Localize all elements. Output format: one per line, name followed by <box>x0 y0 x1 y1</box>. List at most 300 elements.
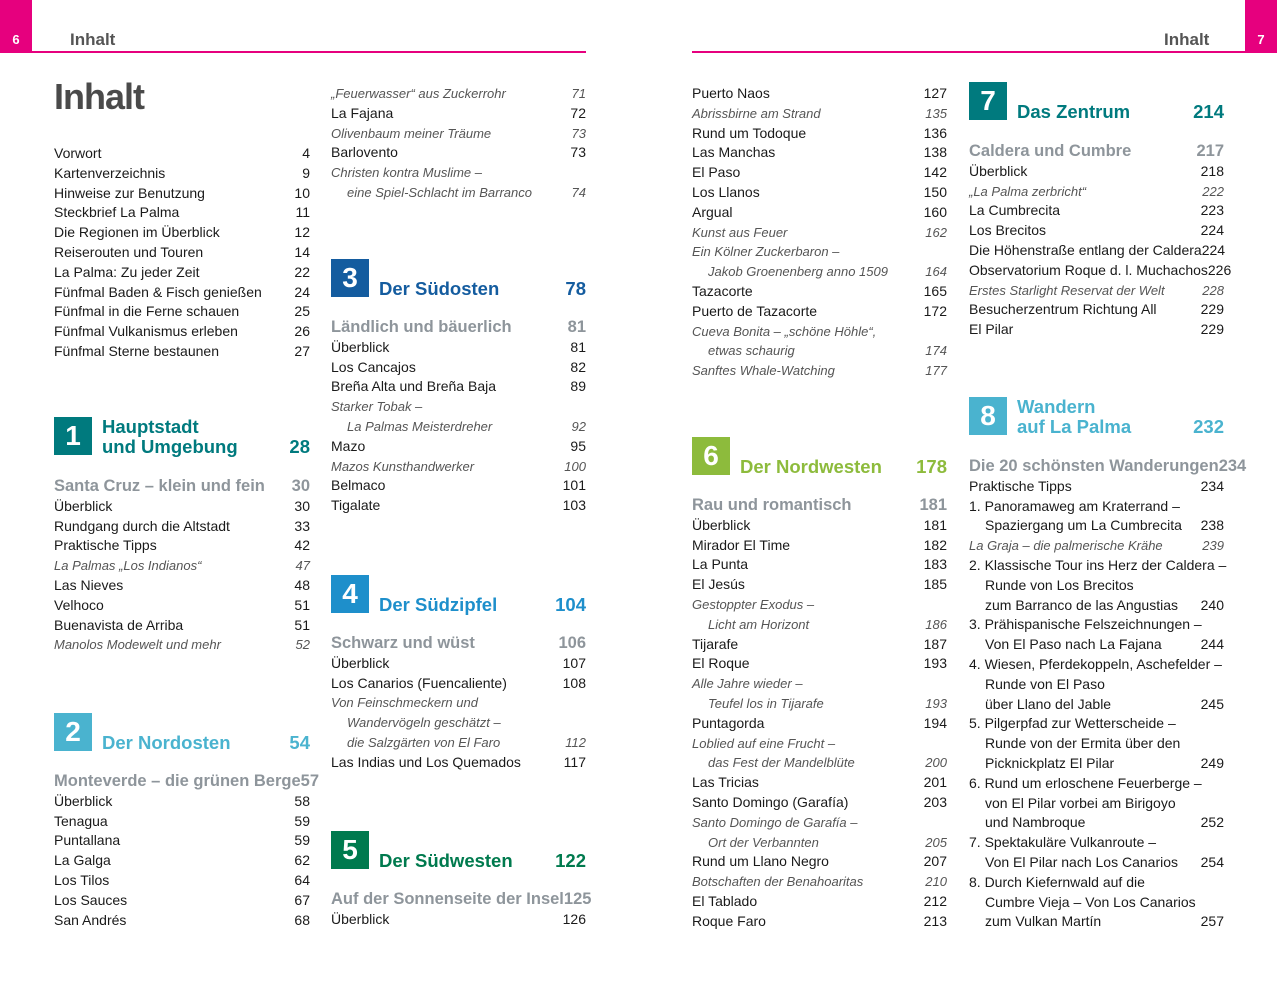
chapter-heading <box>331 831 586 871</box>
toc-entry <box>969 576 1224 596</box>
toc-entry <box>692 615 947 635</box>
toc-entry-title: die Salzgärten von El Faro <box>347 735 501 750</box>
toc-entry-page: 183 <box>923 556 947 573</box>
toc-entry-page: 11 <box>295 204 310 221</box>
toc-entry <box>969 300 1224 320</box>
toc-entry-page: 103 <box>562 497 586 514</box>
toc-entry-title: La Palma: Zu jeder Zeit <box>54 263 200 280</box>
toc-entry <box>692 872 947 892</box>
toc-entry-page: 59 <box>294 832 310 849</box>
toc-entry-page: 212 <box>923 893 947 909</box>
toc-entry-page: 62 <box>294 852 310 869</box>
right-running-head: Inhalt <box>1164 30 1210 49</box>
chapter-page: 232 <box>1193 416 1224 437</box>
right-page-number: 7 <box>1245 0 1277 52</box>
toc-entry-title: Überblick <box>54 792 113 809</box>
toc-entry-title: Puntallana <box>54 832 121 849</box>
toc-entry-page: 125 <box>563 890 592 908</box>
toc-entry <box>969 320 1224 340</box>
toc-entry <box>54 911 310 931</box>
toc-entry-page: 92 <box>571 419 586 434</box>
toc-entry <box>692 753 947 773</box>
toc-entry-title: Tenagua <box>54 812 108 829</box>
chapter-page: 104 <box>555 594 586 615</box>
toc-entry <box>969 695 1224 715</box>
toc-entry-page: 239 <box>1202 538 1224 554</box>
toc-entry-page: 57 <box>300 772 319 790</box>
toc-entry-page: 182 <box>923 536 947 553</box>
toc-entry <box>54 223 310 243</box>
toc-entry-page: 234 <box>1218 457 1247 475</box>
toc-entry-title: zum Vulkan Martín <box>985 913 1102 930</box>
toc-entry <box>331 693 586 713</box>
toc-section-heading <box>331 634 586 654</box>
toc-entry-title: Fünfmal Sterne bestaunen <box>54 343 219 359</box>
toc-entry <box>54 792 310 812</box>
toc-entry <box>969 221 1224 241</box>
toc-entry <box>692 223 947 243</box>
toc-entry-title: Praktische Tipps <box>969 477 1072 494</box>
toc-entry-title: Steckbrief La Palma <box>54 204 180 221</box>
toc-entry-title: Alle Jahre wieder – <box>692 676 803 692</box>
toc-entry-page: 12 <box>294 224 310 241</box>
toc-entry <box>331 104 586 124</box>
toc-entry <box>692 852 947 872</box>
toc-entry-title: La Graja – die palmerische Krähe <box>969 538 1163 554</box>
toc-entry-title: über Llano del Jable <box>985 695 1112 712</box>
toc-entry-title: Puerto Naos <box>692 85 770 101</box>
toc-entry-title: Ein Kölner Zuckerbaron – <box>692 244 840 260</box>
toc-entry-title: Starker Tobak – <box>331 399 423 415</box>
toc-entry-title: Los Cancajos <box>331 358 416 375</box>
toc-entry-page: 33 <box>294 517 310 534</box>
toc-entry-title: Überblick <box>331 654 390 671</box>
toc-entry <box>331 397 586 417</box>
toc-entry-title: Ländlich und bäuerlich <box>331 318 512 336</box>
toc-entry-title: Tijarafe <box>692 635 739 652</box>
toc-entry-title: „La Palma zerbricht“ <box>969 183 1087 199</box>
toc-entry-title: Las Tricias <box>692 774 759 791</box>
toc-entry-title: Manolos Modewelt und mehr <box>54 637 221 653</box>
toc-section-heading <box>692 496 947 516</box>
chapter-title: Der Südosten <box>379 278 500 299</box>
toc-entry-title: Christen kontra Muslime – <box>331 165 482 181</box>
toc-entry-title: Überblick <box>969 162 1028 179</box>
toc-entry-page: 127 <box>923 85 947 101</box>
toc-entry-page: 71 <box>571 86 586 101</box>
toc-entry-title: Von El Paso nach La Fajana <box>985 636 1162 653</box>
toc-entry-title: La Galga <box>54 852 111 869</box>
toc-entry-title: El Roque <box>692 655 750 672</box>
toc-entry <box>331 733 586 753</box>
toc-entry <box>692 262 947 282</box>
chapter-heading <box>331 575 586 615</box>
chapter-heading <box>692 437 947 477</box>
toc-section-heading <box>969 457 1247 477</box>
toc-entry <box>969 241 1224 261</box>
toc-entry-page: 252 <box>1200 814 1224 831</box>
toc-entry <box>969 497 1224 517</box>
toc-entry-page: 245 <box>1200 695 1224 712</box>
toc-entry-page: 59 <box>294 812 310 829</box>
toc-entry-page: 234 <box>1200 477 1224 494</box>
chapter-number-badge: 8 <box>969 397 1007 435</box>
toc-entry-page: 222 <box>1202 183 1224 199</box>
toc-entry-title: 8. Durch Kiefernwald auf die <box>969 873 1145 890</box>
left-page-number: 6 <box>0 0 32 52</box>
toc-entry-title: Rundgang durch die Altstadt <box>54 517 230 534</box>
toc-entry-page: 138 <box>923 144 947 161</box>
toc-entry-page: 218 <box>1200 162 1224 179</box>
toc-entry <box>692 793 947 813</box>
toc-entry-title: El Tablado <box>692 893 758 909</box>
toc-entry-page: 73 <box>570 144 586 161</box>
chapter-heading <box>969 397 1224 437</box>
chapter-title-line: Hauptstadt <box>102 416 199 437</box>
toc-entry <box>331 84 586 104</box>
toc-entry <box>969 536 1224 556</box>
toc-entry-page: 52 <box>295 637 310 653</box>
toc-entry-title: Los Sauces <box>54 891 128 908</box>
toc-entry-page: 117 <box>563 753 586 770</box>
toc-entry-title: Picknickplatz El Pilar <box>985 755 1115 771</box>
toc-entry-title: Los Brecitos <box>969 222 1047 239</box>
toc-entry <box>54 891 310 911</box>
chapter-number-badge: 6 <box>692 437 730 475</box>
toc-entry-title: Breña Alta und Breña Baja <box>331 378 497 395</box>
toc-entry <box>692 555 947 575</box>
toc-entry-title: Schwarz und wüst <box>331 634 475 652</box>
toc-entry-page: 164 <box>925 264 947 280</box>
toc-entry-page: 101 <box>562 477 586 494</box>
toc-entry <box>331 143 586 163</box>
toc-entry-page: 95 <box>570 437 586 454</box>
toc-entry-page: 172 <box>923 302 947 319</box>
toc-entry-page: 186 <box>925 616 947 632</box>
toc-entry-page: 135 <box>925 105 947 121</box>
page-title: Inhalt <box>54 76 144 117</box>
toc-entry-page: 106 <box>558 634 586 652</box>
toc-entry-title: 4. Wiesen, Pferdekoppeln, Aschefelder – <box>969 656 1222 672</box>
toc-entry-title: Tigalate <box>331 497 381 514</box>
toc-entry <box>331 753 586 773</box>
toc-entry-page: 203 <box>923 794 947 810</box>
chapter-title-line: auf La Palma <box>1017 416 1132 437</box>
toc-entry-title: La Palmas „Los Indianos“ <box>54 558 202 574</box>
toc-entry-page: 82 <box>570 358 586 375</box>
chapter-page: 214 <box>1193 101 1224 122</box>
toc-entry-title: Jakob Groenenberg anno 1509 <box>708 264 888 280</box>
toc-entry <box>54 203 310 223</box>
toc-entry-title: Tazacorte <box>692 283 753 299</box>
toc-entry-title: Los Llanos <box>692 184 760 200</box>
toc-entry-page: 238 <box>1200 517 1224 534</box>
chapter-heading <box>331 259 586 299</box>
toc-entry-title: Runde von El Paso <box>985 675 1105 692</box>
toc-entry-title: Santo Domingo de Garafía – <box>692 814 858 830</box>
toc-entry-title: Hinweise zur Benutzung <box>54 184 205 201</box>
chapter-page: 178 <box>916 456 947 477</box>
toc-entry <box>692 734 947 754</box>
toc-entry-title: Teufel los in Tijarafe <box>708 696 824 711</box>
toc-entry-title: etwas schaurig <box>708 343 795 359</box>
toc-entry-page: 30 <box>291 477 310 495</box>
toc-entry-title: Santo Domingo (Garafía) <box>692 794 849 810</box>
toc-entry-page: 26 <box>294 323 310 340</box>
toc-entry <box>54 851 310 871</box>
toc-entry-title: das Fest der Mandelblüte <box>708 755 855 771</box>
toc-entry-title: Vorwort <box>54 145 102 161</box>
toc-entry-title: La Punta <box>692 556 749 573</box>
toc-entry-page: 193 <box>923 655 947 672</box>
toc-entry-title: Botschaften der Benahoaritas <box>692 874 864 890</box>
toc-entry <box>969 675 1224 695</box>
toc-entry <box>969 714 1224 734</box>
toc-entry <box>54 871 310 891</box>
toc-entry-page: 181 <box>923 516 947 533</box>
toc-entry <box>692 341 947 361</box>
toc-entry <box>54 342 310 362</box>
toc-entry-title: Auf der Sonnenseite der Insel <box>331 890 564 908</box>
toc-entry-page: 201 <box>923 774 947 791</box>
toc-entry-title: Cumbre Vieja – Von Los Canarios <box>985 893 1196 910</box>
toc-entry <box>969 833 1224 853</box>
toc-entry-title: Erstes Starlight Reservat der Welt <box>969 282 1165 298</box>
toc-entry <box>54 497 310 517</box>
toc-entry-page: 58 <box>294 792 310 809</box>
toc-entry-page: 213 <box>923 912 947 929</box>
toc-entry <box>969 794 1224 814</box>
toc-entry-page: 205 <box>925 834 947 850</box>
toc-entry <box>54 243 310 263</box>
chapter-title: Der Nordwesten <box>740 456 882 477</box>
toc-entry <box>692 595 947 615</box>
toc-entry-page: 228 <box>1202 282 1224 298</box>
toc-entry-title: Los Tilos <box>54 872 110 888</box>
toc-entry <box>331 496 586 516</box>
toc-entry-title: San Andrés <box>54 911 127 928</box>
toc-entry-title: Rau und romantisch <box>692 496 852 514</box>
toc-entry-title: zum Barranco de las Angustias <box>985 596 1178 613</box>
toc-entry-page: 10 <box>294 184 310 201</box>
toc-entry-title: Puerto de Tazacorte <box>692 302 818 319</box>
toc-entry <box>692 242 947 262</box>
toc-entry <box>969 556 1227 576</box>
toc-entry-title: Licht am Horizont <box>708 616 810 632</box>
toc-entry-title: Runde von Los Brecitos <box>985 576 1134 593</box>
chapter-number-badge: 2 <box>54 713 92 751</box>
toc-entry-page: 25 <box>294 303 310 320</box>
toc-entry-page: 193 <box>925 696 947 711</box>
toc-entry-page: 89 <box>570 378 586 395</box>
toc-entry <box>692 124 947 144</box>
left-header-rule <box>0 51 586 53</box>
toc-entry-title: Las Indias und Los Quemados <box>331 753 521 770</box>
toc-entry <box>54 184 310 204</box>
toc-entry <box>331 674 586 694</box>
toc-entry-title: 2. Klassische Tour ins Herz der Caldera – <box>969 557 1227 573</box>
left-running-head: Inhalt <box>70 30 116 49</box>
toc-entry-title: La Palmas Meisterdreher <box>347 419 493 434</box>
chapter-title-line: und Umgebung <box>102 436 238 457</box>
chapter-title: Das Zentrum <box>1017 101 1131 122</box>
toc-entry-page: 81 <box>570 338 586 355</box>
toc-entry <box>54 144 310 164</box>
toc-entry-page: 81 <box>567 318 586 336</box>
toc-entry-page: 181 <box>919 496 947 514</box>
toc-entry-title: La Fajana <box>331 104 394 121</box>
toc-entry <box>969 477 1224 497</box>
toc-entry <box>54 576 310 596</box>
toc-entry <box>692 282 947 302</box>
toc-entry <box>969 912 1224 932</box>
toc-entry <box>331 417 586 437</box>
toc-entry-title: Observatorium Roque d. l. Muchachos <box>969 261 1208 278</box>
toc-entry-title: Puntagorda <box>692 714 765 731</box>
chapter-title: Der Nordosten <box>102 732 231 753</box>
toc-entry-page: 229 <box>1200 321 1224 338</box>
toc-entry-title: Überblick <box>692 516 751 533</box>
toc-entry <box>331 163 586 183</box>
toc-entry-title: Die 20 schönsten Wanderungen <box>969 457 1219 475</box>
chapter-heading <box>969 82 1224 122</box>
toc-entry <box>969 813 1224 833</box>
toc-entry-page: 229 <box>1200 301 1224 318</box>
toc-entry-page: 162 <box>925 224 947 240</box>
toc-entry-page: 67 <box>294 891 310 908</box>
toc-entry-title: Argual <box>692 203 733 220</box>
toc-entry <box>969 734 1224 754</box>
toc-entry-page: 210 <box>925 874 947 890</box>
toc-entry-title: Olivenbaum meiner Träume <box>331 125 492 141</box>
toc-entry-page: 24 <box>294 283 310 300</box>
toc-entry-page: 217 <box>1196 142 1224 160</box>
toc-entry-title: Überblick <box>54 497 113 514</box>
toc-entry-title: Fünfmal Baden & Fisch genießen <box>54 283 262 300</box>
chapter-title-line: Wandern <box>1017 396 1096 417</box>
toc-entry <box>331 713 586 733</box>
toc-entry-page: 200 <box>925 755 947 771</box>
toc-entry <box>54 536 310 556</box>
toc-entry <box>54 635 310 655</box>
toc-entry-title: Die Regionen im Überblick <box>54 224 220 241</box>
chapter-heading <box>54 713 310 753</box>
toc-entry <box>969 893 1224 913</box>
chapter-title <box>1017 397 1131 437</box>
toc-entry-title: Cueva Bonita – „schöne Höhle“, <box>692 323 877 339</box>
chapter-number-badge: 4 <box>331 575 369 613</box>
toc-entry <box>692 203 947 223</box>
toc-entry-title: Rund um Llano Negro <box>692 853 829 870</box>
toc-entry-page: 73 <box>571 125 586 141</box>
toc-entry <box>692 302 947 322</box>
toc-entry <box>692 912 947 932</box>
toc-entry-title: von El Pilar vorbei am Birigoyo <box>985 794 1176 811</box>
toc-section-heading <box>54 772 319 792</box>
toc-entry-page: 64 <box>294 872 310 888</box>
chapter-number-badge: 5 <box>331 831 369 869</box>
toc-entry-title: Überblick <box>331 910 390 927</box>
toc-entry <box>54 556 310 576</box>
toc-entry-page: 112 <box>565 735 586 750</box>
toc-entry-title: El Jesús <box>692 576 745 593</box>
toc-entry-title: Mirador El Time <box>692 536 791 553</box>
toc-entry <box>692 694 947 714</box>
toc-entry-title: Las Nieves <box>54 577 124 593</box>
toc-entry <box>969 261 1232 281</box>
toc-entry <box>969 516 1224 536</box>
toc-entry-page: 136 <box>923 124 947 141</box>
toc-entry-title: Überblick <box>331 338 390 355</box>
toc-entry <box>692 163 947 183</box>
toc-entry <box>331 457 586 477</box>
toc-entry <box>969 853 1224 873</box>
toc-entry <box>969 162 1224 182</box>
toc-entry-page: 47 <box>295 558 310 574</box>
toc-entry-title: Gestoppter Exodus – <box>692 597 815 612</box>
toc-entry-title: Fünfmal in die Ferne schauen <box>54 303 240 320</box>
toc-entry-page: 4 <box>302 145 310 161</box>
toc-entry <box>692 516 947 536</box>
toc-entry-page: 142 <box>923 164 947 181</box>
toc-entry <box>331 910 586 930</box>
toc-entry-page: 194 <box>923 714 947 731</box>
toc-entry-page: 223 <box>1200 202 1224 219</box>
toc-entry-page: 27 <box>294 343 310 359</box>
toc-entry <box>692 361 947 381</box>
toc-entry-title: Runde von der Ermita über den <box>985 735 1181 752</box>
toc-entry-title: Spaziergang um La Cumbrecita <box>985 517 1182 534</box>
toc-entry-title: Die Höhenstraße entlang der Caldera <box>969 242 1202 258</box>
toc-section-heading <box>969 142 1224 162</box>
toc-entry-page: 249 <box>1200 755 1224 771</box>
toc-entry <box>331 183 586 203</box>
toc-entry-page: 165 <box>923 283 947 299</box>
toc-entry-title: Mazo <box>331 437 366 454</box>
toc-entry <box>692 104 947 124</box>
toc-entry-page: 74 <box>571 185 586 200</box>
chapter-page: 28 <box>289 436 310 457</box>
toc-entry <box>54 263 310 283</box>
toc-section-heading <box>331 318 586 338</box>
toc-entry <box>692 322 947 342</box>
toc-entry-page: 51 <box>294 616 310 633</box>
chapter-page: 122 <box>555 850 586 871</box>
toc-entry-title: 7. Spektakuläre Vulkanroute – <box>969 834 1157 851</box>
toc-entry <box>331 437 586 457</box>
toc-entry <box>54 322 310 342</box>
toc-entry <box>692 813 947 833</box>
toc-section-heading <box>331 890 592 910</box>
toc-entry <box>54 302 310 322</box>
chapter-page: 54 <box>289 732 310 753</box>
toc-entry-title: Loblied auf eine Frucht – <box>692 735 836 751</box>
toc-entry <box>331 358 586 378</box>
toc-entry-title: 3. Prähispanische Felszeichnungen – <box>969 616 1202 633</box>
toc-entry <box>692 833 947 853</box>
toc-entry <box>692 84 947 104</box>
toc-entry-title: Reiserouten und Touren <box>54 244 204 260</box>
toc-entry-page: 22 <box>294 263 310 280</box>
toc-entry-page: 207 <box>923 853 947 870</box>
toc-entry-title: Von El Pilar nach Los Canarios <box>985 854 1178 870</box>
toc-entry-title: Kartenverzeichnis <box>54 164 166 181</box>
toc-entry-page: 257 <box>1200 913 1224 930</box>
toc-entry-title: Roque Faro <box>692 912 766 929</box>
toc-entry-title: Belmaco <box>331 477 386 494</box>
toc-entry <box>54 596 310 616</box>
toc-entry-page: 14 <box>294 244 310 260</box>
